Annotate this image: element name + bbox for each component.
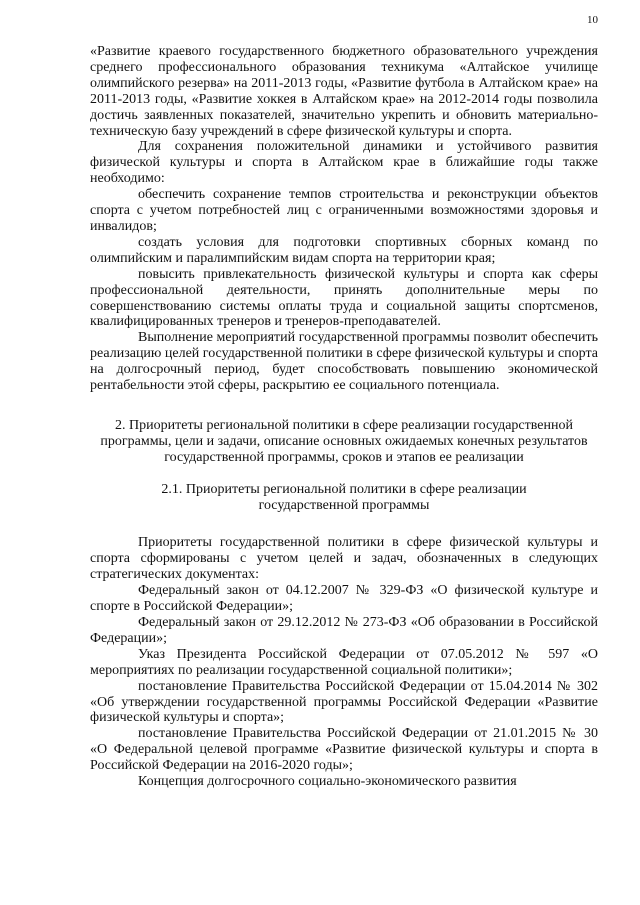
subsection-heading: 2.1. Приоритеты региональной политики в сфере реализации государственной программы [161, 481, 527, 513]
paragraph: постановление Правительства Российской Федерации от 15.04.2014 № 302 «Об утверждении государственной программы Российской Федерации «Развитие физической культуры и спорта»; [90, 678, 598, 726]
paragraph: Указ Президента Российской Федерации от 07.05.2012 № 597 «О мероприятиях по реализации государственной социальной политики»; [90, 646, 598, 678]
paragraph: Для сохранения положительной динамики и устойчивого развития физической культуры и спорта в Алтайском крае в ближайшие годы также необходимо: [90, 139, 598, 187]
document-body [90, 44, 598, 790]
paragraph: создать условия для подготовки спортивных сборных команд по олимпийским и паралимпийским видам спорта на территории края; [90, 234, 598, 266]
paragraph: постановление Правительства Российской Федерации от 21.01.2015 № 30 «О Федеральной целевой программе «Развитие физической культуры и спорта в Российской Федерации на 2016-2020 годы»; [90, 726, 598, 774]
paragraph: «Развитие краевого государственного бюджетного образовательного учреждения среднего профессионального образования техникума «Алтайское училище олимпийского резерва» на 2011-2013 годы, «Развитие футбола в Алтайском крае» на 2011-2013 годы, «Развитие хоккея в Алтайском крае» на 2012-2014 годы позволила достичь заявленных показателей, значительно укрепить и обновить материально-техническую базу учреждений в сфере физической культуры и спорта. [90, 44, 598, 139]
paragraph: повысить привлекательность физической культуры и спорта как сферы профессиональной деятельности, принять дополнительные меры по совершенствованию системы оплаты труда и социальной защиты спортсменов, квалифицированных тренеров и тренеров-преподавателей. [90, 266, 598, 330]
paragraph: Приоритеты государственной политики в сфере физической культуры и спорта сформированы с учетом целей и задач, обозначенных в следующих стратегических документах: [90, 535, 598, 583]
paragraph: Федеральный закон от 04.12.2007 № 329-ФЗ «О физической культуре и спорте в Российской Федерации»; [90, 583, 598, 615]
section-heading: 2. Приоритеты региональной политики в сфере реализации государственной программы, цели и задачи, описание основных ожидаемых конечных результатов государственной программы, сроков и этапов ее реализации [100, 417, 588, 465]
paragraph: Выполнение мероприятий государственной программы позволит обеспечить реализацию целей государственной политики в сфере физической культуры и спорта на долгосрочный период, будет способствовать повышению экономической рентабельности этой сферы, раскрытию ее социального потенциала. [90, 330, 598, 394]
paragraph: Концепция долгосрочного социально-экономического развития [138, 774, 517, 790]
paragraph: обеспечить сохранение темпов строительства и реконструкции объектов спорта с учетом потребностей лиц с ограниченными возможностями здоровья и инвалидов; [90, 187, 598, 234]
page-number: 10 [587, 14, 598, 26]
paragraph: Федеральный закон от 29.12.2012 № 273-ФЗ «Об образовании в Российской Федерации»; [90, 615, 598, 646]
